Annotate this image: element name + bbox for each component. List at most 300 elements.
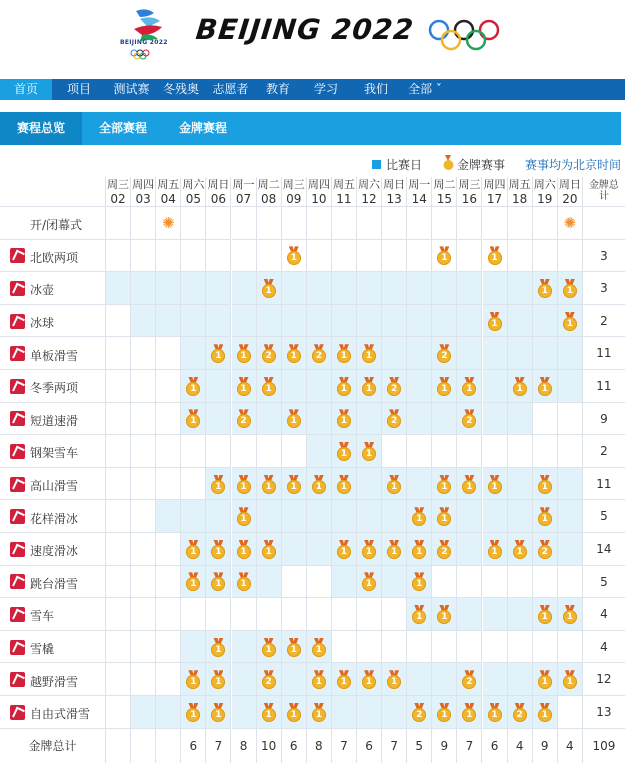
schedule-cell	[131, 468, 156, 501]
medal-count: 1	[437, 708, 451, 722]
schedule-cell	[357, 696, 382, 729]
gold-medal-icon	[537, 703, 553, 723]
medal-count: 1	[211, 349, 225, 363]
schedule-cell	[407, 533, 432, 566]
medal-count: 1	[412, 577, 426, 591]
gold-medal-icon	[185, 572, 201, 592]
sport-name[interactable]: 雪车	[30, 609, 55, 624]
schedule-cell	[457, 207, 482, 240]
schedule-cell	[106, 435, 131, 468]
gold-medal-icon	[361, 540, 377, 560]
gold-medal-icon	[461, 409, 477, 429]
medal-count: 1	[437, 610, 451, 624]
medal-count: 1	[538, 382, 552, 396]
schedule-cell	[257, 337, 282, 370]
schedule-cell	[382, 435, 407, 468]
day-weekday: 周日	[383, 178, 406, 191]
daily-medal-total: 7	[457, 729, 482, 763]
sport-name[interactable]: 冰壶	[30, 283, 55, 298]
schedule-cell	[106, 370, 131, 403]
day-header	[332, 177, 357, 207]
day-date: 20	[562, 192, 578, 206]
sport-row-freestyle[interactable]	[0, 696, 106, 729]
schedule-cell	[382, 468, 407, 501]
gold-medal-icon	[436, 475, 452, 495]
nav-item[interactable]: 教育	[265, 82, 290, 96]
gold-medal-icon	[286, 409, 302, 429]
medal-count: 1	[186, 382, 200, 396]
sport-medal-total: 5	[583, 500, 625, 533]
nav-item[interactable]: 全部 ˇ	[408, 82, 442, 96]
medal-count: 1	[362, 382, 376, 396]
schedule-cell	[558, 337, 583, 370]
schedule-cell	[382, 305, 407, 338]
schedule-cell	[483, 533, 508, 566]
sport-medal-total: 12	[583, 663, 625, 696]
day-header	[282, 177, 307, 207]
medal-count: 1	[237, 480, 251, 494]
schedule-cell	[307, 337, 332, 370]
schedule-cell	[257, 500, 282, 533]
schedule-cell	[432, 566, 457, 599]
sport-row-ice-hockey[interactable]	[0, 305, 106, 338]
schedule-cell	[558, 663, 583, 696]
schedule-cell	[307, 272, 332, 305]
gold-medal-icon	[487, 540, 503, 560]
schedule-cell	[257, 240, 282, 273]
gold-medal-icon	[261, 670, 277, 690]
nordic-combined-icon	[10, 248, 25, 263]
sport-name[interactable]: 冰球	[30, 316, 55, 331]
schedule-cell	[282, 403, 307, 436]
sport-row-luge[interactable]	[0, 631, 106, 664]
schedule-cell	[106, 663, 131, 696]
medal-count: 1	[362, 545, 376, 559]
day-weekday: 周六	[533, 178, 556, 191]
ceremony-label	[0, 207, 106, 240]
sport-name[interactable]: 短道速滑	[30, 413, 79, 428]
gold-medal-icon	[261, 377, 277, 397]
schedule-cell	[432, 370, 457, 403]
day-weekday: 周二	[257, 178, 280, 191]
schedule-cell	[457, 468, 482, 501]
schedule-cell	[558, 533, 583, 566]
day-date: 13	[386, 192, 402, 206]
nav-item[interactable]: 首页	[0, 79, 52, 100]
figure-skating-icon	[10, 509, 25, 524]
day-weekday: 周四	[483, 178, 506, 191]
timezone-note[interactable]: 赛事均为北京时间	[525, 158, 622, 172]
sport-row-curling[interactable]	[0, 272, 106, 305]
gold-medal-icon	[286, 703, 302, 723]
gold-medal-icon	[361, 442, 377, 462]
schedule-cell	[131, 207, 156, 240]
nav-item[interactable]: 我们	[363, 82, 388, 96]
schedule-cell	[357, 663, 382, 696]
gold-medal-icon	[185, 540, 201, 560]
schedule-cell	[357, 305, 382, 338]
day-date: 18	[512, 192, 528, 206]
schedule-cell	[432, 207, 457, 240]
schedule-cell	[257, 631, 282, 664]
medal-count: 1	[262, 382, 276, 396]
schedule-cell	[332, 403, 357, 436]
sport-medal-total: 11	[583, 370, 625, 403]
schedule-subnav	[0, 112, 621, 145]
schedule-cell	[332, 533, 357, 566]
schedule-cell	[508, 566, 533, 599]
sport-name[interactable]: 高山滑雪	[30, 479, 79, 494]
schedule-cell	[156, 696, 181, 729]
subnav-tab[interactable]: 全部赛程	[98, 121, 147, 135]
day-date: 12	[361, 192, 377, 206]
schedule-cell	[533, 598, 558, 631]
day-header	[558, 177, 583, 207]
schedule-cell	[558, 631, 583, 664]
sport-name[interactable]: 速度滑冰	[30, 544, 79, 559]
schedule-cell	[282, 566, 307, 599]
gold-medal-icon	[236, 409, 252, 429]
sport-name[interactable]: 跳台滑雪	[30, 576, 79, 591]
medal-count: 1	[262, 545, 276, 559]
daily-medal-total: 5	[407, 729, 432, 763]
daily-medal-total: 9	[533, 729, 558, 763]
schedule-cell	[332, 468, 357, 501]
sport-name[interactable]: 越野滑雪	[30, 674, 79, 689]
schedule-cell	[508, 435, 533, 468]
schedule-cell	[282, 500, 307, 533]
gold-medal-icon	[336, 344, 352, 364]
schedule-cell	[332, 207, 357, 240]
schedule-cell	[181, 370, 206, 403]
schedule-cell	[131, 240, 156, 273]
subnav-tab[interactable]: 赛程总览	[0, 112, 82, 145]
sport-row-alpine-skiing[interactable]	[0, 468, 106, 501]
schedule-cell	[206, 240, 231, 273]
day-header	[181, 177, 206, 207]
medal-count: 1	[488, 708, 502, 722]
sport-row-snowboard[interactable]	[0, 337, 106, 370]
schedule-cell	[282, 631, 307, 664]
subnav-tab[interactable]: 金牌赛程	[178, 121, 227, 135]
schedule-cell	[382, 631, 407, 664]
medal-count: 1	[287, 349, 301, 363]
daily-medal-total: 7	[332, 729, 357, 763]
schedule-cell	[206, 403, 231, 436]
medal-count: 1	[287, 708, 301, 722]
gold-medal-icon	[436, 540, 452, 560]
gold-medal-icon	[236, 377, 252, 397]
sport-name[interactable]: 单板滑雪	[30, 348, 79, 363]
schedule-cell	[432, 533, 457, 566]
schedule-cell	[131, 663, 156, 696]
schedule-cell	[257, 533, 282, 566]
schedule-cell	[181, 598, 206, 631]
schedule-cell	[457, 696, 482, 729]
schedule-cell	[457, 370, 482, 403]
curling-icon	[10, 281, 25, 296]
medal-count: 1	[387, 545, 401, 559]
schedule-cell	[206, 207, 231, 240]
sport-row-skeleton[interactable]	[0, 435, 106, 468]
gold-medal-icon	[336, 670, 352, 690]
daily-medal-total	[106, 729, 131, 763]
medal-count: 1	[412, 610, 426, 624]
schedule-cell	[131, 272, 156, 305]
schedule-cell	[206, 435, 231, 468]
schedule-cell	[332, 598, 357, 631]
schedule-cell	[432, 468, 457, 501]
medal-count: 2	[312, 349, 326, 363]
schedule-cell	[332, 337, 357, 370]
medal-count: 2	[387, 414, 401, 428]
schedule-cell	[282, 207, 307, 240]
gold-medal-icon	[537, 540, 553, 560]
sport-row-ski-jumping[interactable]	[0, 566, 106, 599]
gold-medal-icon	[210, 344, 226, 364]
schedule-cell	[357, 468, 382, 501]
schedule-cell	[407, 240, 432, 273]
schedule-cell	[457, 663, 482, 696]
schedule-cell	[156, 435, 181, 468]
schedule-cell	[332, 696, 357, 729]
medal-count: 2	[237, 414, 251, 428]
day-weekday: 周六	[358, 178, 381, 191]
schedule-cell	[257, 370, 282, 403]
gold-medal-icon	[311, 638, 327, 658]
schedule-cell	[382, 207, 407, 240]
schedule-cell	[407, 663, 432, 696]
daily-medal-total	[156, 729, 181, 763]
schedule-cell	[232, 240, 257, 273]
medal-count: 1	[237, 545, 251, 559]
medal-count: 1	[211, 577, 225, 591]
schedule-cell	[206, 663, 231, 696]
medal-count: 1	[437, 251, 451, 265]
gold-medal-icon	[311, 344, 327, 364]
daily-medal-total: 6	[181, 729, 206, 763]
schedule-cell	[156, 533, 181, 566]
schedule-cell	[432, 337, 457, 370]
schedule-cell	[357, 272, 382, 305]
ceremony-total	[583, 207, 625, 240]
schedule-cell	[508, 696, 533, 729]
schedule-cell	[483, 370, 508, 403]
medal-count: 1	[412, 512, 426, 526]
freestyle-icon	[10, 705, 25, 720]
schedule-cell	[483, 566, 508, 599]
schedule-cell	[407, 598, 432, 631]
schedule-cell	[508, 337, 533, 370]
medal-count: 2	[387, 382, 401, 396]
schedule-cell	[508, 500, 533, 533]
schedule-cell	[156, 240, 181, 273]
schedule-cell	[307, 663, 332, 696]
sport-row-speed-skating[interactable]	[0, 533, 106, 566]
short-track-icon	[10, 411, 25, 426]
schedule-cell	[181, 403, 206, 436]
schedule-cell	[131, 631, 156, 664]
schedule-cell	[257, 207, 282, 240]
medal-count: 1	[563, 317, 577, 331]
schedule-cell	[533, 435, 558, 468]
daily-medal-total: 6	[483, 729, 508, 763]
medal-count: 2	[462, 675, 476, 689]
sport-name[interactable]: 雪橇	[30, 642, 55, 657]
medal-count: 1	[312, 675, 326, 689]
schedule-cell	[282, 370, 307, 403]
schedule-cell	[558, 370, 583, 403]
schedule-cell	[357, 403, 382, 436]
schedule-cell	[181, 207, 206, 240]
sport-row-figure-skating[interactable]	[0, 500, 106, 533]
medal-count: 1	[211, 545, 225, 559]
day-weekday: 周四	[307, 178, 330, 191]
schedule-cell	[332, 500, 357, 533]
schedule-cell	[432, 305, 457, 338]
nav-item[interactable]: 冬残奥	[162, 82, 199, 96]
nav-item[interactable]: 测试赛	[113, 82, 150, 96]
medal-count: 1	[211, 675, 225, 689]
medal-count: 1	[312, 480, 326, 494]
schedule-cell	[332, 240, 357, 273]
gold-medal-icon	[436, 344, 452, 364]
schedule-cell	[357, 598, 382, 631]
medal-count: 1	[186, 577, 200, 591]
schedule-cell	[357, 500, 382, 533]
schedule-cell	[407, 631, 432, 664]
medal-count: 1	[538, 675, 552, 689]
sport-name[interactable]: 北欧两项	[30, 250, 79, 265]
schedule-cell	[257, 305, 282, 338]
schedule-cell	[483, 631, 508, 664]
medal-count: 1	[237, 512, 251, 526]
medal-count: 1	[262, 284, 276, 298]
medal-count: 1	[211, 480, 225, 494]
gold-medal-icon	[261, 638, 277, 658]
schedule-cell	[307, 598, 332, 631]
schedule-cell	[407, 370, 432, 403]
gold-medal-icon	[210, 475, 226, 495]
schedule-cell	[282, 435, 307, 468]
schedule-cell	[483, 500, 508, 533]
medal-count: 2	[262, 675, 276, 689]
gold-medal-icon	[487, 312, 503, 332]
schedule-cell	[307, 240, 332, 273]
schedule-cell	[457, 403, 482, 436]
daily-medal-total: 8	[307, 729, 332, 763]
medal-count: 1	[362, 577, 376, 591]
day-date: 14	[411, 192, 427, 206]
sport-medal-total: 5	[583, 566, 625, 599]
day-weekday: 周三	[458, 178, 481, 191]
medal-count: 1	[362, 349, 376, 363]
daily-medal-total: 8	[232, 729, 257, 763]
nav-item[interactable]: 学习	[313, 82, 338, 96]
gold-medal-icon	[286, 638, 302, 658]
sport-row-cross-country[interactable]	[0, 663, 106, 696]
schedule-cell	[483, 337, 508, 370]
medal-count: 1	[262, 480, 276, 494]
schedule-cell	[407, 403, 432, 436]
sport-row-short-track[interactable]	[0, 403, 106, 436]
schedule-cell	[206, 533, 231, 566]
schedule-cell	[407, 435, 432, 468]
sport-medal-total: 4	[583, 631, 625, 664]
daily-medal-total: 7	[382, 729, 407, 763]
nav-item[interactable]: 项目	[66, 82, 91, 96]
schedule-cell	[232, 272, 257, 305]
sport-row-biathlon[interactable]	[0, 370, 106, 403]
schedule-cell	[307, 435, 332, 468]
day-weekday: 周六	[182, 178, 205, 191]
day-weekday: 周五	[508, 178, 531, 191]
daily-medal-total: 4	[508, 729, 533, 763]
schedule-cell	[232, 468, 257, 501]
sport-medal-total: 2	[583, 305, 625, 338]
schedule-cell	[181, 500, 206, 533]
schedule-cell	[432, 240, 457, 273]
schedule-cell	[332, 663, 357, 696]
medal-count: 1	[538, 480, 552, 494]
medal-count: 1	[337, 480, 351, 494]
grand-medal-total: 109	[592, 738, 616, 753]
schedule-cell	[106, 403, 131, 436]
schedule-cell	[282, 468, 307, 501]
main-nav	[0, 79, 625, 100]
sport-medal-total: 2	[583, 435, 625, 468]
sport-name[interactable]: 钢架雪车	[30, 446, 79, 461]
schedule-cell	[307, 500, 332, 533]
firework-icon: ✺	[563, 213, 577, 232]
nav-item[interactable]: 志愿者	[212, 82, 249, 96]
gold-medal-icon	[411, 540, 427, 560]
sport-name[interactable]: 自由式滑雪	[30, 707, 91, 722]
ice-hockey-icon	[10, 314, 25, 329]
schedule-cell	[232, 403, 257, 436]
schedule-cell	[533, 500, 558, 533]
beijing-2022-emblem-icon[interactable]	[118, 5, 178, 63]
sport-medal-total: 11	[583, 468, 625, 501]
sport-name[interactable]: 花样滑冰	[30, 511, 79, 526]
emblem-caption: BEIJING 2022	[120, 39, 168, 46]
medal-count: 1	[262, 643, 276, 657]
sport-medal-total: 4	[583, 598, 625, 631]
medal-count: 1	[488, 317, 502, 331]
day-weekday: 周一	[232, 178, 255, 191]
schedule-cell	[131, 696, 156, 729]
schedule-cell	[232, 305, 257, 338]
schedule-cell	[332, 435, 357, 468]
schedule-cell	[558, 598, 583, 631]
gold-medal-icon	[411, 605, 427, 625]
gold-medal-icon	[236, 507, 252, 527]
schedule-cell	[282, 272, 307, 305]
schedule-cell	[508, 207, 533, 240]
gold-medal-icon	[311, 475, 327, 495]
schedule-cell	[206, 272, 231, 305]
schedule-cell	[508, 240, 533, 273]
sport-name[interactable]: 冬季两项	[30, 381, 79, 396]
sport-row-nordic-combined[interactable]	[0, 240, 106, 273]
schedule-cell	[181, 696, 206, 729]
day-header	[407, 177, 432, 207]
schedule-cell	[407, 696, 432, 729]
sport-row-bobsleigh[interactable]	[0, 598, 106, 631]
gold-medal-icon	[436, 605, 452, 625]
gold-medal-icon	[562, 605, 578, 625]
legend-gold-medal-event: 金牌赛事	[457, 158, 506, 172]
